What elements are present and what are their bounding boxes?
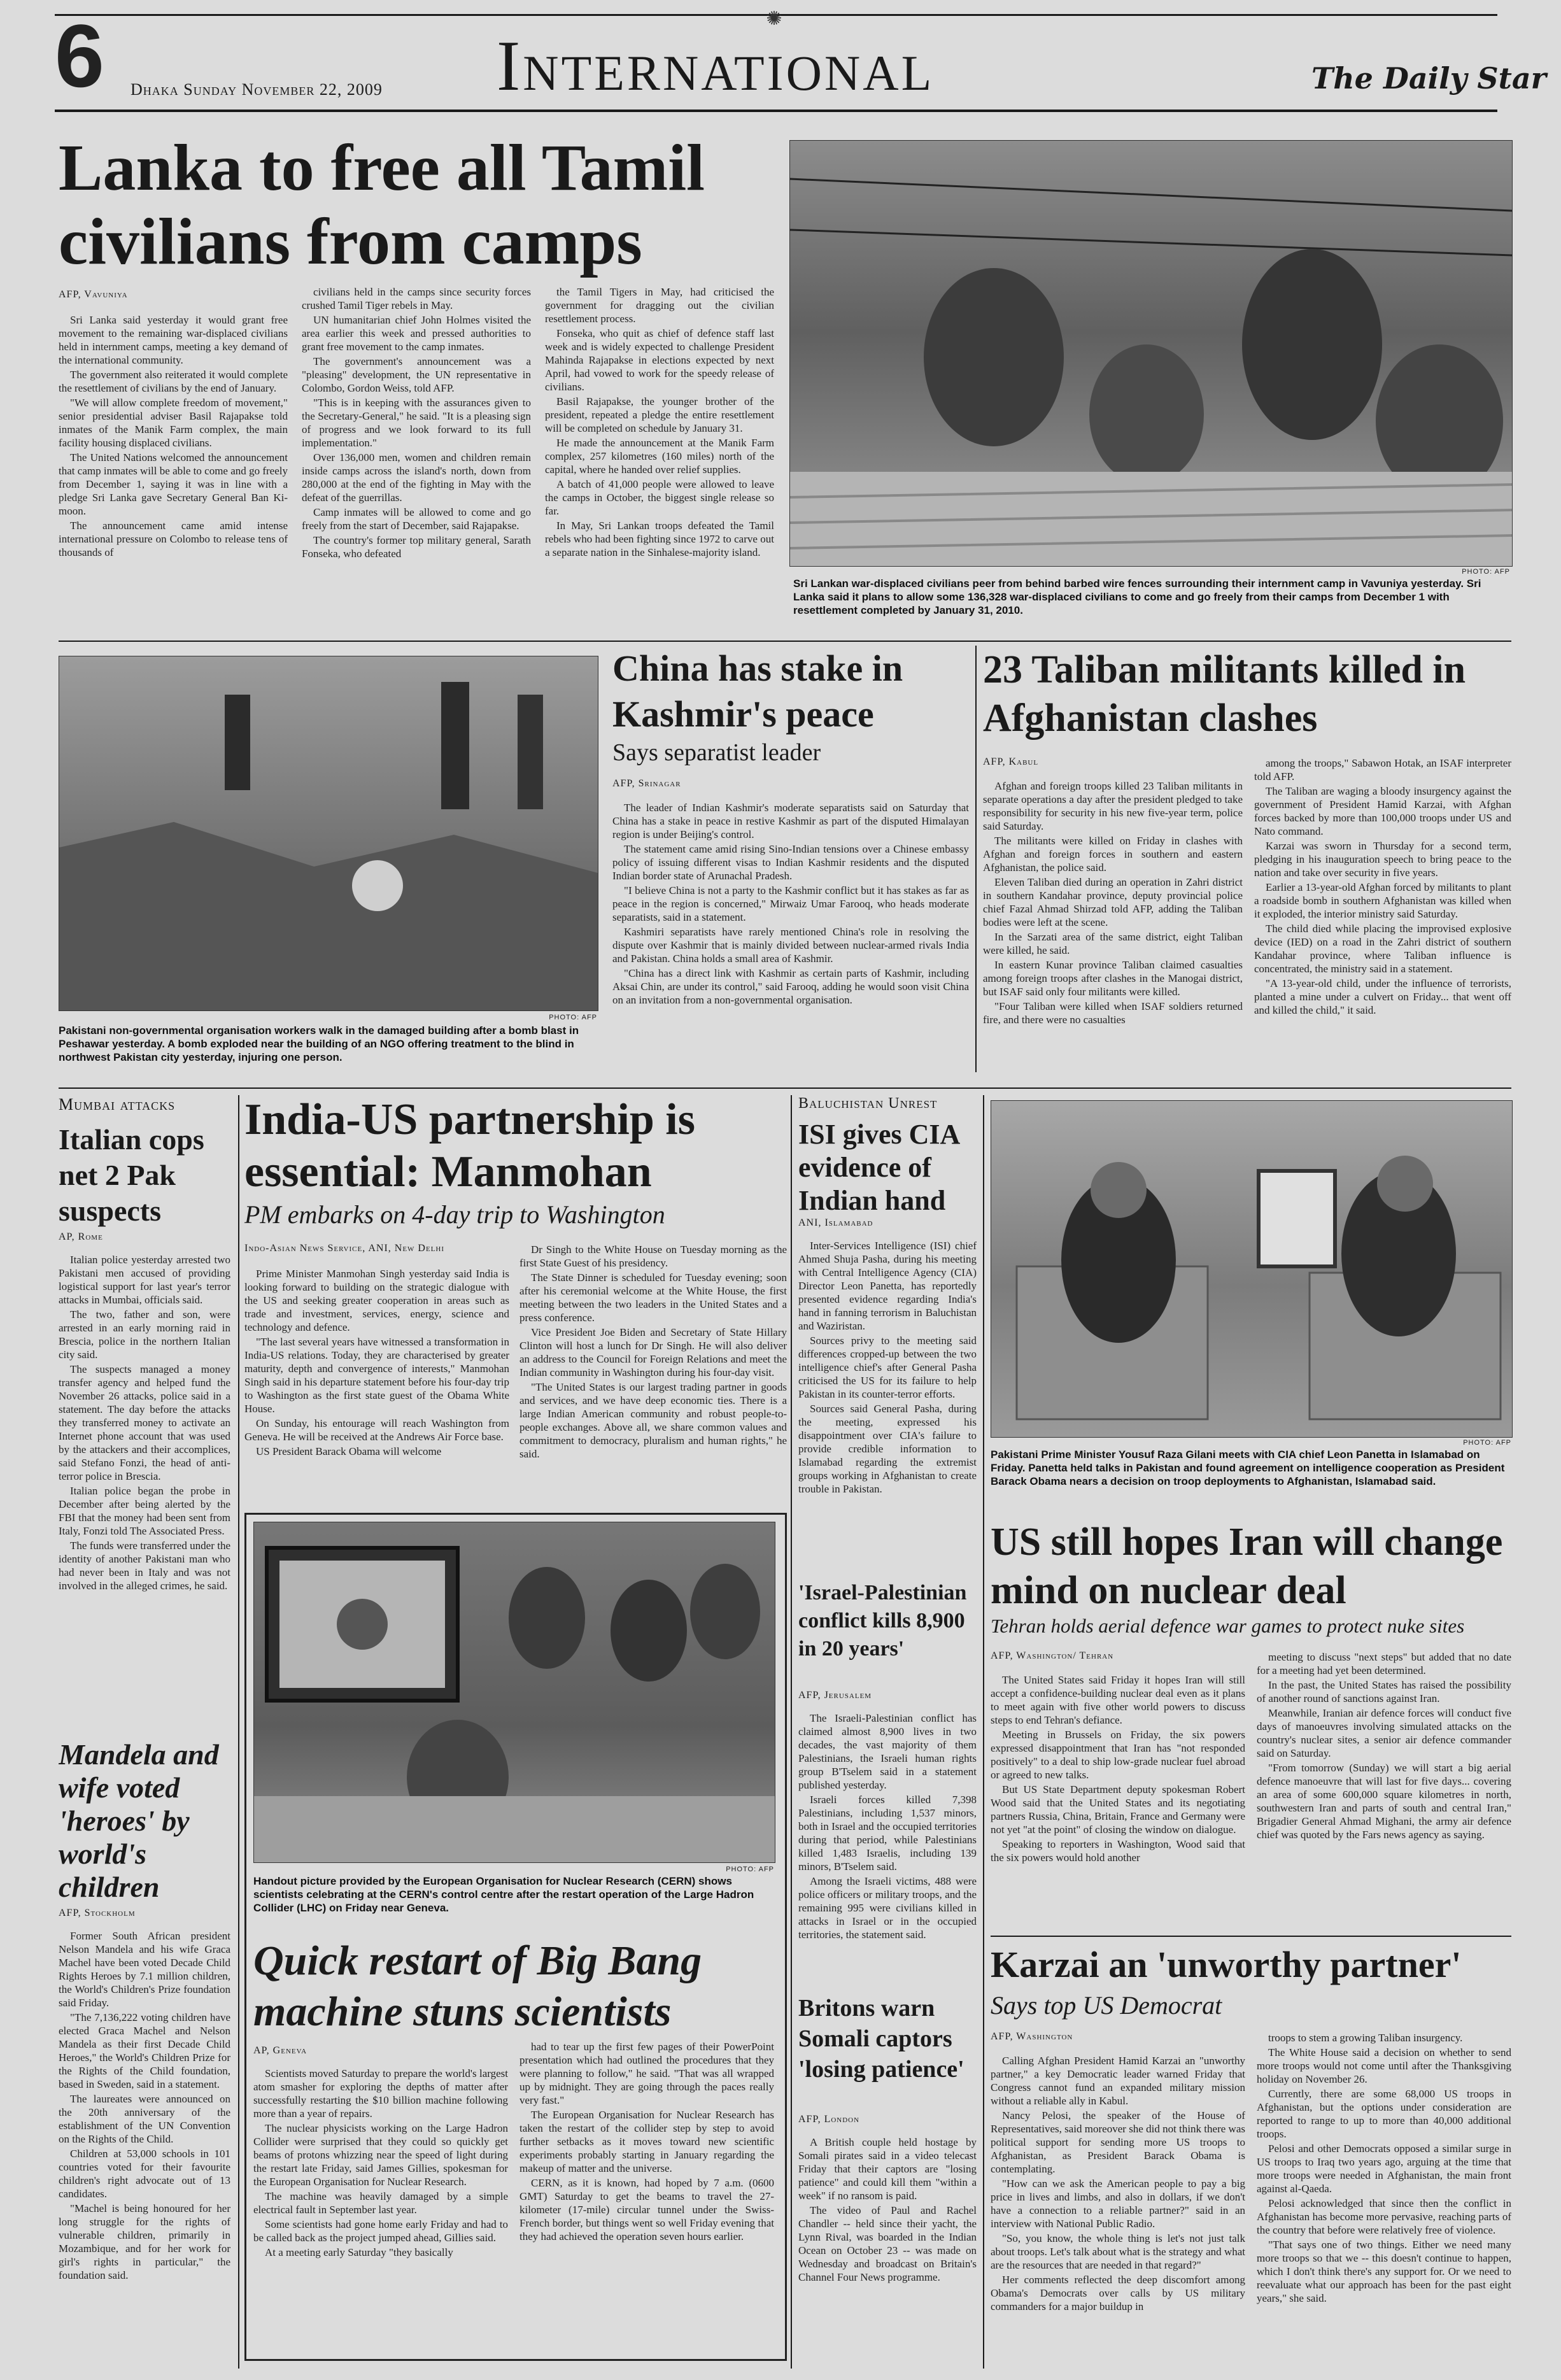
meeting-scene-illustration <box>991 1101 1512 1437</box>
lanka-photo <box>789 140 1513 567</box>
karzai-column-2: troops to stem a growing Taliban insurgency. The White House said a decision on whether to send more troops would not come until after the Thanksgiving holiday on November 26. Currently, there are some 68,000 US troops in Afghanistan, but the options under consideration are reported to range to up to more than 40,000 additional troops. Pelosi and other Democrats opposed a similar surge in US troops to Iraq two years ago, arguing at the time that more troops were needed in Afghanistan, the main front against al-Qaeda. Pelosi acknowledged that since then the conflict in Afghanistan has become more pervasive, reaching parts of the country that before were relatively free of violence. "That says one of two things. Either we need many more troops so that we -- this doesn't continue to happen, which I don't think there's any support for. Or we need to reevaluate what our approach has been for the past eight years," she said. <box>1257 2032 1511 2304</box>
israel-body: The Israeli-Palestinian conflict has claimed almost 8,900 lives in two decades, the vast majority of them Palestinians, the Israeli human rights group B'Tselem said in a statement published yesterday. Israeli forces killed 7,398 Palestinians, including 1,537 minors, both in Israel and the occupied territories during that period, while Palestinians killed 1,483 Israelis, including 139 minors, B'Tselem said. Among the Israeli victims, 488 were police officers or military troops, and the remaining 995 were civilians killed in attacks in Israel or in the occupied territories, the statement said. <box>798 1712 977 1941</box>
china-taliban-divider <box>975 646 977 1072</box>
right-column-divider <box>983 1095 984 2369</box>
china-subhead: Says separatist leader <box>612 739 821 766</box>
karzai-dateline: AFP, Washington <box>991 2031 1073 2042</box>
iran-subhead: Tehran holds aerial defence war games to protect nuke sites <box>991 1615 1465 1637</box>
mandela-dateline: AFP, Stockholm <box>59 1908 136 1918</box>
date-line: Dhaka Sunday November 22, 2009 <box>131 80 383 99</box>
mumbai-kicker: Mumbai attacks <box>59 1095 176 1114</box>
peshawar-photo-credit: PHOTO: AFP <box>549 1014 597 1021</box>
lanka-photo-caption: Sri Lankan war-displaced civilians peer from behind barbed wire fences surrounding their internment camp in Vavuniya yesterday. Sri Lanka said it plans to allow some 136,328 war-displaced civilians to come and go freely from their camps from December 1 with resettlement completed by January 31, 2010. <box>793 577 1481 616</box>
camp-scene-illustration <box>790 141 1512 566</box>
karzai-subhead: Says top US Democrat <box>991 1991 1222 2020</box>
page-number: 6 <box>55 6 104 106</box>
cern-column-2: had to tear up the first few pages of their PowerPoint presentation which had outlined the procedures that they were planning to follow," he said. "That was all wrapped up by midnight. They are going through the paces really very fast." The European Organisation for Nuclear Research has taken the restart of the collider step by step to avoid further setbacks as it moves toward new scientific experiments probably starting in January regarding the makeup of matter and the universe. CERN, as it is known, had hoped by 7 a.m. (0600 GMT) Saturday to get the beams to travel the 27-kilometer (17-mile) circular tunnel under the Swiss-French border, but things went so well Friday evening that they had achieved the operation seven hours earlier. <box>519 2041 774 2242</box>
india-column-2: Dr Singh to the White House on Tuesday morning as the first State Guest of his presidency. The State Dinner is scheduled for Tuesday evening; soon after his ceremonial welcome at the White House, the first meeting between the two leaders in the United States and a press conference. Vice President Joe Biden and Secretary of State Hillary Clinton will host a lunch for Dr Singh. He will also deliver an address to the Council for Foreign Relations and meet the Indian community in Washington during his four-day visit. "The United States is our largest trading partner in goods and services, and we have deep economic ties. There is a large Indian American community and robust people-to-people exchanges. Above all, we share common values and commitment to democracy, pluralism and human rights," he said. <box>519 1243 787 1460</box>
cern-photo-credit: PHOTO: AFP <box>726 1866 774 1873</box>
paper-name: The Daily Star <box>1311 61 1546 96</box>
section-title: International <box>497 27 935 106</box>
india-dateline: Indo-Asian News Service, ANI, New Delhi <box>244 1243 445 1254</box>
rubble-scene-illustration <box>59 656 598 1010</box>
iran-dateline: AFP, Washington/ Tehran <box>991 1650 1114 1661</box>
india-subhead: PM embarks on 4-day trip to Washington <box>244 1200 665 1229</box>
china-headline: China has stake in Kashmir's peace <box>612 648 903 735</box>
lanka-headline: Lanka to free all Tamil civilians from camps <box>59 131 705 278</box>
control-room-illustration <box>254 1522 775 1862</box>
iran-headline: US still hopes Iran will change mind on nuclear deal <box>991 1520 1503 1612</box>
iran-bottom-rule <box>991 1936 1511 1937</box>
taliban-column-1: Afghan and foreign troops killed 23 Taliban militants in separate operations a day after the president pledged to take responsibility for security in his new five-year term, police said Saturday. The militants were killed on Friday in clashes with Afghan and foreign forces in southern and eastern Afghanistan, the police said. Eleven Taliban died during an operation in Zahri district in southern Kandahar province, deputy provincial police chief Fazal Ahmad Shirzad told AFP, adding the Taliban bodies were left at the scene. In the Sarzati area of the same district, eight Taliban were killed, he said. In eastern Kunar province Taliban claimed casualties among foreign troops after clashes in the Manogai district, but ISAF said only four militants were killed. "Four Taliban were killed when ISAF soldiers returned fire, and there were no casualties <box>983 780 1243 1026</box>
lanka-column-3: the Tamil Tigers in May, had criticised the government for dragging out the civilian resettlement process. Fonseka, who quit as chief of defence staff last week and is widely expected to challenge President Mahinda Rajapakse in elections expected by next April, had vowed to work for the speedy release of civilians. Basil Rajapakse, the younger brother of the president, repeated a pledge the entire resettlement will be completed on schedule by January 31. He made the announcement at the Manik Farm complex, 257 kilometres (160 miles) north of the capital, where he handed over relief supplies. A batch of 41,000 people were allowed to leave the camps in October, the biggest single release so far. In May, Sri Lankan troops defeated the Tamil rebels who had been fighting since 1972 to carve out a separate nation in the Sinhalese-majority island. <box>545 286 774 558</box>
taliban-dateline: AFP, Kabul <box>983 756 1039 767</box>
india-headline: India-US partnership is essential: Manmohan <box>244 1095 695 1196</box>
peshawar-photo-caption: Pakistani non-governmental organisation workers walk in the damaged building after a bomb blast in Peshawar yesterday. A bomb exploded near the building of an NGO offering treatment to the blind in northwest Pakistan city yesterday, injuring one person. <box>59 1024 579 1063</box>
israel-headline: 'Israel-Palestinian conflict kills 8,900 in 20 years' <box>798 1581 967 1661</box>
mumbai-headline: Italian cops net 2 Pak suspects <box>59 1123 204 1227</box>
masthead-ornament: ✺ <box>766 8 782 30</box>
lanka-photo-credit: PHOTO: AFP <box>1462 568 1510 576</box>
isi-kicker: Baluchistan Unrest <box>798 1095 938 1112</box>
iran-column-2: meeting to discuss "next steps" but added that no date for a meeting had yet been determined. In the past, the United States has raised the possibility of another round of sanctions against Iran. Meanwhile, Iranian air defence forces will conduct five days of manoeuvres involving simulated attacks on the country's nuclear sites, a senior air defence commander said on Saturday. "From tomorrow (Sunday) we will start a big aerial defence manoeuvre that will last for five days... covering an area of some 600,000 square kilometres in north, southwestern Iran and parts of south and central Iran," Brigadier General Ahmad Mighani, the army air defence chief was quoted by the Fars news agency as saying. <box>1257 1651 1511 1841</box>
mumbai-dateline: AP, Rome <box>59 1231 103 1242</box>
centre-column-divider <box>791 1095 792 2369</box>
masthead-rule <box>55 110 1497 112</box>
cern-photo-caption: Handout picture provided by the European Organisation for Nuclear Research (CERN) shows scientists celebrating at the CERN's control centre after the restart operation of the Large Hadron Collider (LHC) on Friday near Geneva. <box>253 1875 754 1914</box>
taliban-headline: 23 Taliban militants killed in Afghanistan clashes <box>983 648 1466 740</box>
isi-headline: ISI gives CIA evidence of Indian hand <box>798 1119 959 1216</box>
lanka-column-2: civilians held in the camps since security forces crushed Tamil Tiger rebels in May. UN humanitarian chief John Holmes visited the area earlier this week and pressed authorities to grant free movement to the camp inmates. The government's announcement was a "pleasing" development, the UN representative in Colombo, Gordon Weiss, told AFP. "This is in keeping with the assurances given to the Secretary-General," he said. "It is a pleasing sign of progress and we look forward to its full implementation." Over 136,000 men, women and children remain inside camps across the island's north, down from 280,000 at the end of the fighting in May with the defeat of the guerrillas. Camp inmates will be allowed to come and go freely from the start of December, said Rajapakse. The country's former top military general, Sarath Fonseka, who defeated <box>302 286 531 560</box>
gilani-photo-caption: Pakistani Prime Minister Yousuf Raza Gilani meets with CIA chief Leon Panetta in Islamabad on Friday. Panetta held talks in Pakistan and found agreement on intelligence cooperation as President Barack Obama nears a decision on troop deployments to Afghanistan, Islamabad said. <box>991 1449 1505 1487</box>
somali-dateline: AFP, London <box>798 2114 860 2125</box>
cern-column-1: Scientists moved Saturday to prepare the world's largest atom smasher for exploring the depths of matter after successfully restarting the $10 billion machine following more than a year of repairs. The nuclear physicists working on the Large Hadron Collider were surprised that they could so quickly get beams of protons whizzing near the speed of light during the restart late Friday, said James Gillies, spokesman for the European Organisation for Nuclear Research. The machine was heavily damaged by a simple electrical fault in September last year. Some scientists had gone home early Friday and had to be called back as the project jumped ahead, Gillies said. At a meeting early Saturday "they basically <box>253 2067 508 2258</box>
mandela-body: Former South African president Nelson Mandela and his wife Graca Machel have been voted Decade Child Rights Heroes by 7.1 million children, the World's Children's Prize foundation said Friday. "The 7,136,222 voting children have elected Graca Machel and Nelson Mandela as their first Decade Child Heroes," the World's Children Prize for the Rights of the Child foundation, based in Sweden, said in a statement. The laureates were announced on the 20th anniversary of the establishment of the UN Convention on the Rights of the Child. Children at 53,000 schools in 101 countries voted for their favourite children's right advocate out of 13 candidates. "Machel is being honoured for her long struggle for the rights of vulnerable children, primarily in Mozambique, and for her work for girl's rights in particular," the foundation said. <box>59 1930 230 2281</box>
cern-headline: Quick restart of Big Bang machine stuns scientists <box>253 1937 702 2035</box>
china-dateline: AFP, Srinagar <box>612 778 681 789</box>
karzai-column-1: Calling Afghan President Hamid Karzai an "unworthy partner," a key Democratic leader warned Friday that Congress cannot fund an expanded military mission without a reliable ally in Kabul. Nancy Pelosi, the speaker of the House of Representatives, said moreover she did not think there was political support for sending more US troops to Afghanistan, as President Barack Obama is contemplating. "How can we ask the American people to pay a big price in lives and limbs, and also in dollars, if we don't have a connection to a reliable partner?" said in an interview with National Public Radio. "So, you know, the whole thing is let's not just talk about troops. Let's talk about what is the strategy and what are the resources that are needed in that regard?" Her comments reflected the deep discomfort among Obama's Democrats over calls by US military commanders for a major buildup in <box>991 2055 1245 2313</box>
isi-body: Inter-Services Intelligence (ISI) chief Ahmed Shuja Pasha, during his meeting with Central Intelligence Agency (CIA) Director Leon Panetta, has reportedly presented evidence regarding India's hand in fanning terrorism in Baluchistan and Waziristan. Sources privy to the meeting said differences cropped-up between the two intelligence chief's after General Pasha criticised the US for its failure to help Pakistan in its counter-terror efforts. Sources said General Pasha, during the meeting, expressed his disappointment over CIA's failure to provide credible information to Islamabad regarding the extremist groups working in Afghanistan to create trouble in Pakistan. <box>798 1240 977 1495</box>
peshawar-photo <box>59 656 598 1011</box>
taliban-column-2: among the troops," Sabawon Hotak, an ISAF interpreter told AFP. The Taliban are waging a bloody insurgency against the government of President Hamid Karzai, with Afghan forces backed by more than 100,000 troops under US and Nato command. Karzai was sworn in Thursday for a second term, pledging in his inauguration speech to bring peace to the nation and take over security in five years. Earlier a 13-year-old Afghan forced by militants to plant a roadside bomb in southern Afghanistan was killed when it exploded, the interior ministry said Saturday. The child died while placing the improvised explosive device (IED) on a road in the Zahri district of southern Kandahar province, where Taliban influence is concentrated, the ministry said in a statement. "A 13-year-old child, under the influence of terrorists, planted a mine under a culvert on Friday... that went off and killed the child," it said. <box>1254 757 1511 1016</box>
cern-photo <box>253 1522 775 1863</box>
mid-rule <box>59 1087 1511 1089</box>
isi-dateline: ANI, Islamabad <box>798 1217 873 1228</box>
iran-column-1: The United States said Friday it hopes Iran will still accept a confidence-building nuclear deal even as it plans to meet again with five other world powers to discuss steps to end Tehran's defiance. Meeting in Brussels on Friday, the six powers expressed disappointment that Iran has "not responded positively" to a deal to ship low-grade nuclear fuel abroad or agreed to new talks. But US State Department deputy spokesman Robert Wood said that the United States and its negotiating partners Russia, China, Britain, France and Germany were not yet "at the point" of closing the window on dialogue. Speaking to reporters in Washington, Wood said that the six powers would hold another <box>991 1674 1245 1864</box>
mumbai-body: Italian police yesterday arrested two Pakistani men accused of providing logistical support for last year's terror attacks in Mumbai, officials said. The two, father and son, were arrested in an early morning raid in Brescia, police in the northern Italian city said. The suspects managed a money transfer agency and helped fund the November 26 attacks, police said in a statement. The day before the attacks they transferred money to activate an Internet phone account that was used by the attackers and their accomplices, said Stefano Fonzi, the head of anti-terror police in Brescia. Italian police began the probe in December after being alerted by the FBI that the money had been sent from Italy, Fonzi told The Associated Press. The funds were transferred under the identity of another Pakistani man who had never been in Italy and was not involved in the alleged crimes, he said. <box>59 1254 230 1592</box>
left-column-divider <box>238 1095 239 2369</box>
karzai-headline: Karzai an 'unworthy partner' <box>991 1944 1462 1985</box>
somali-body: A British couple held hostage by Somali pirates said in a video telecast Friday that their captors are "losing patience" and could kill them "within a week" if no ransom is paid. The video of Paul and Rachel Chandler -- held since their yacht, the Lynn Rival, was boarded in the Indian Ocean on October 23 -- was made on Wednesday and broadcast on Britain's Channel Four News programme. <box>798 2136 977 2283</box>
lanka-bottom-rule <box>59 641 1511 642</box>
lanka-dateline: AFP, Vavuniya <box>59 289 128 300</box>
gilani-photo-credit: PHOTO: AFP <box>1463 1439 1511 1447</box>
china-body: The leader of Indian Kashmir's moderate separatists said on Saturday that China has a stake in peace in restive Kashmir as part of the disputed Himalayan region is under Beijing's control. The statement came amid rising Sino-Indian tensions over a Chinese embassy policy of issuing different visas to Indian Kashmir residents and the disputed Indian border state of Arunachal Pradesh. "I believe China is not a party to the Kashmir conflict but it has stakes as far as peace in the region is concerned," Mirwaiz Umar Farooq, who heads moderate separatists, said in a statement. Kashmiri separatists have rarely mentioned China's role in resolving the dispute over Kashmir that is mainly divided between nuclear-armed rivals India and Pakistan. China holds a small area of Kashmir. "China has a direct link with Kashmir as certain parts of Kashmir, including Aksai Chin, are under its control," said Farooq, adding he would soon visit China on an invitation from a non-governmental organisation. <box>612 802 969 1006</box>
israel-dateline: AFP, Jerusalem <box>798 1690 872 1701</box>
lanka-column-1: Sri Lanka said yesterday it would grant free movement to the remaining war-displaced civilians held in internment camps, meeting a key demand of the international community. The government also reiterated it would complete the resettlement of civilians by the end of January. "We will allow complete freedom of movement," senior presidential adviser Basil Rajapakse told inmates of the Manik Farm complex, the main facility housing displaced civilians. The United Nations welcomed the announcement that camp inmates will be able to come and go freely from December 1, saying it was in line with a pledge Sri Lanka gave Secretary General Ban Ki-moon. The announcement came amid intense international pressure on Colombo to release tens of thousands of <box>59 314 288 558</box>
mandela-headline: Mandela and wife voted 'heroes' by world's children <box>59 1738 219 1903</box>
india-column-1: Prime Minister Manmohan Singh yesterday said India is looking forward to building on the strategic dialogue with the US and seeking greater cooperation in areas such as trade and investment, services, energy, science and technology and defence. "The last several years have witnessed a transformation in India-US relations. Today, they are characterised by greater maturity, depth and convergence of interests," Manmohan Singh said in his departure statement before his four-day trip to Washington as the first state guest of the Obama White House. On Sunday, his entourage will reach Washington from Geneva. He will be received at the Andrews Air Force base. US President Barack Obama will welcome <box>244 1268 509 1457</box>
somali-headline: Britons warn Somali captors 'losing patience' <box>798 1995 964 2083</box>
cern-dateline: AP, Geneva <box>253 2045 307 2056</box>
gilani-photo <box>991 1100 1513 1438</box>
